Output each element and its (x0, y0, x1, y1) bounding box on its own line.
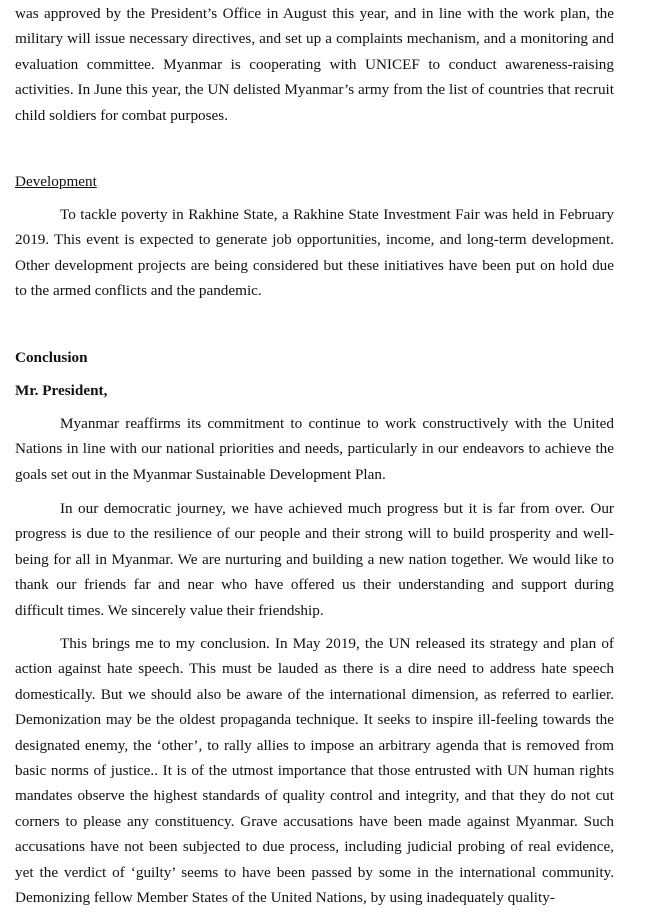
paragraph-child-soldiers: was approved by the President’s Office in August this year, and in line with the work plan, the military will issue necessary directives, and set up a complaints mechanism, and a monitoring and evaluation committee. Myanmar is cooperating with UNICEF to conduct awareness-raising activities. In June this year, the UN delisted Myanmar’s army from the list of countries that recruit child soldiers for combat purposes. (15, 5, 614, 124)
paragraph-commitment: Myanmar reaffirms its commitment to continue to work constructively with the United Nations in line with our national priorities and needs, particularly in our endeavors to achieve the goals set out in the Myanmar Sustainable Development Plan. (15, 415, 614, 483)
paragraph-development: To tackle poverty in Rakhine State, a Rakhine State Investment Fair was held in February 2019. This event is expected to generate job opportunities, income, and long-term development. Other development projects are being considered but these initiatives have been put on hold due to the armed conflicts and the pandemic. (15, 206, 614, 300)
section-heading-conclusion: Conclusion (15, 349, 88, 366)
section-heading-development: Development (15, 173, 97, 190)
paragraph-hate-speech: This brings me to my conclusion. In May 2019, the UN released its strategy and plan of action against hate speech. This must be lauded as there is a dire need to address hate speech domestically. But we should also be aware of the international dimension, as referred to earlier. Demonization may be the oldest propaganda technique. It seeks to inspire ill-feeling towards the designated enemy, the ‘other’, to rally allies to impose an arbitrary agenda that is removed from basic norms of justice.. It is of the utmost importance that those entrusted with UN human rights mandates observe the highest standards of quality control and integrity, and that they do not cut corners to please any constituency. Grave accusations have been made against Myanmar. Such accusations have not been subjected to due process, including judicial probing of real evidence, yet the verdict of ‘guilty’ seems to have been passed by some in the international community. Demonizing fellow Member States of the United Nations, by using inadequately quality- (15, 635, 614, 907)
salutation: Mr. President, (15, 382, 108, 399)
paragraph-democratic-journey: In our democratic journey, we have achieved much progress but it is far from over. Our progress is due to the resilience of our people and their strong will to build prosperity and well-being for all in Myanmar. We are nurturing and building a new nation together. We would like to thank our friends far and near who have offered us their understanding and support during difficult times. We sincerely value their friendship. (15, 500, 614, 619)
